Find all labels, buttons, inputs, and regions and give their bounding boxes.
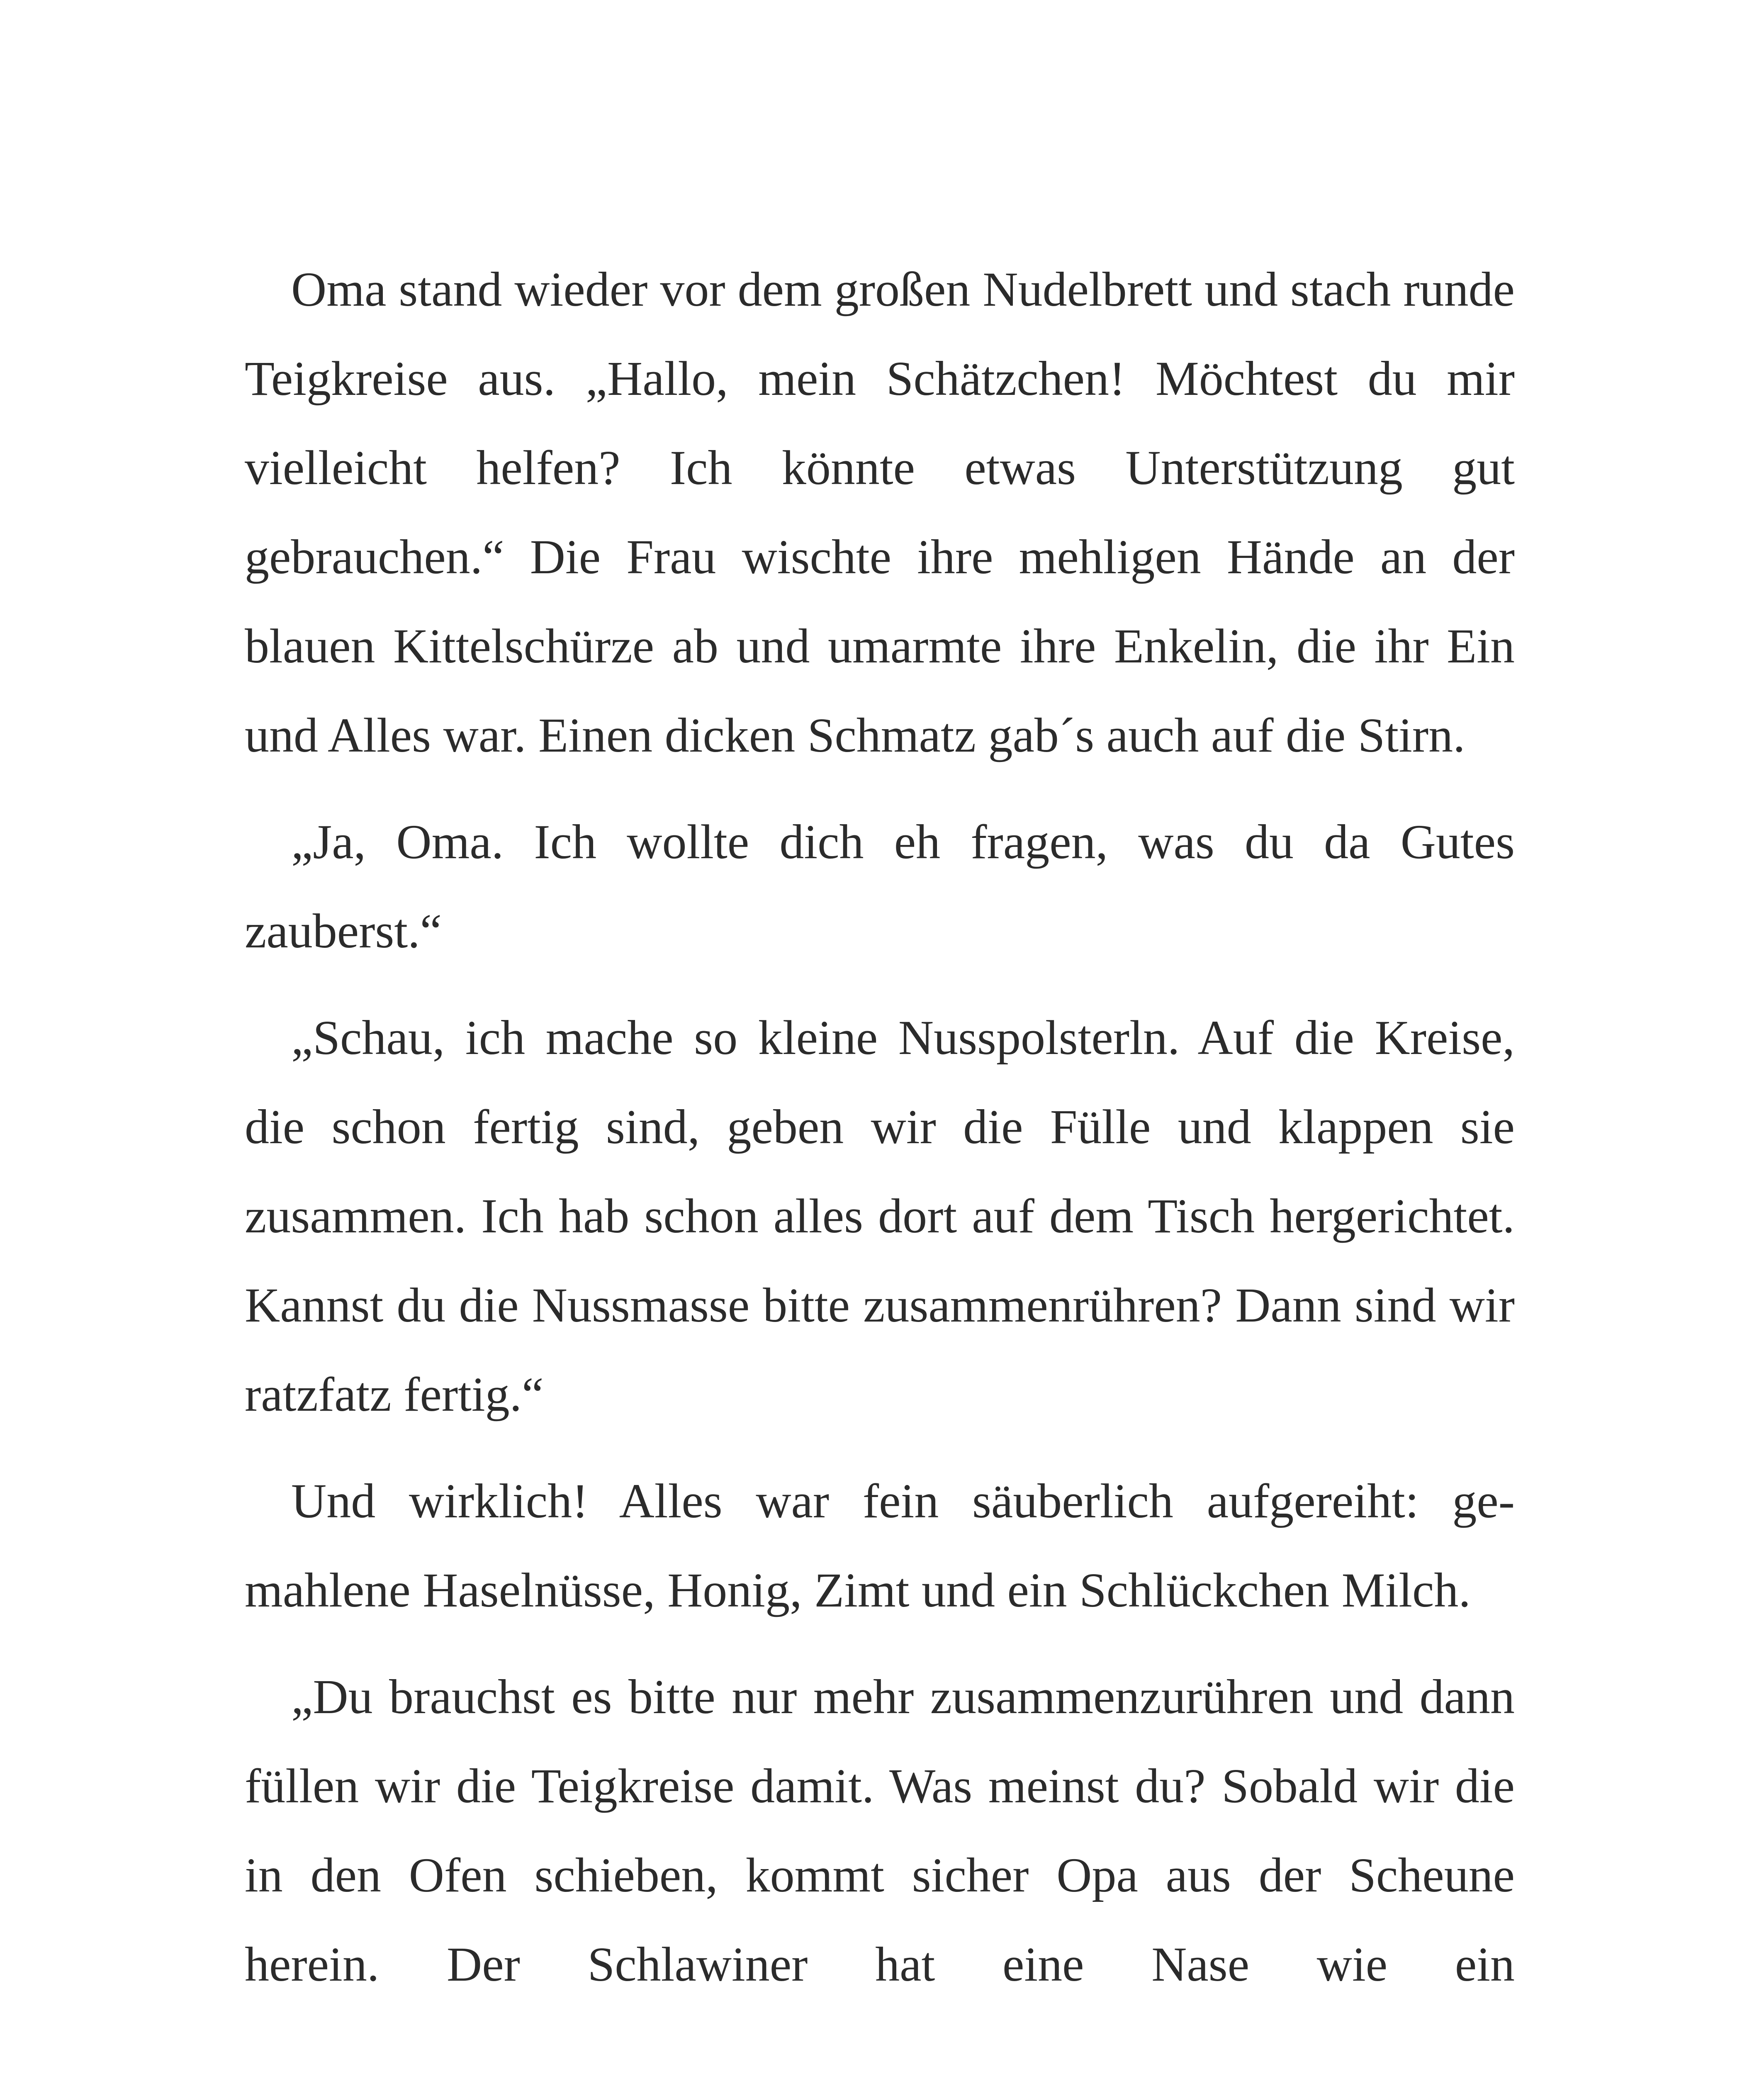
paragraph-1: Oma stand wieder vor dem großen Nudelbrett und stach runde Teigkreise aus. „Hallo, mein Schätzchen! Möchtest du mir vielleicht helfen? Ich könnte etwas Unterstützung gut gebrauchen.“ Die Frau wischte ihre mehligen Hände an der blauen Kittelschürze ab und umarmte ihre Enkelin, die ihr Ein und Alles war. Einen dicken Schmatz gab´s auch auf die Stirn.	[245, 262, 1515, 762]
paragraph-3: „Schau, ich mache so kleine Nusspolsterln. Auf die Kreise, die schon fertig sind, geben wir die Fülle und klappen sie zusammen. Ich hab schon alles dort auf dem Tisch hergerichtet. Kannst du die Nussmasse bitte zusammenrühren? Dann sind wir ratzfatz fertig.“	[245, 1010, 1515, 1422]
paragraph-5: „Du brauchst es bitte nur mehr zusammenzurühren und dann füllen wir die Teigkreise damit. Was meinst du? Sobald wir die in den Ofen schieben, kommt sicher Opa aus der Scheune herein. Der Schlawiner hat eine Nase wie ein	[245, 1670, 1515, 1991]
paragraph-2: „Ja, Oma. Ich wollte dich eh fragen, was du da Gutes zauberst.“	[245, 815, 1515, 958]
body-text	[245, 245, 1515, 2026]
paragraph-4: Und wirklich! Alles war fein säuberlich aufgereiht: gemahlene Haselnüsse, Honig, Zimt und ein Schlückchen Milch.	[245, 1474, 1515, 1617]
